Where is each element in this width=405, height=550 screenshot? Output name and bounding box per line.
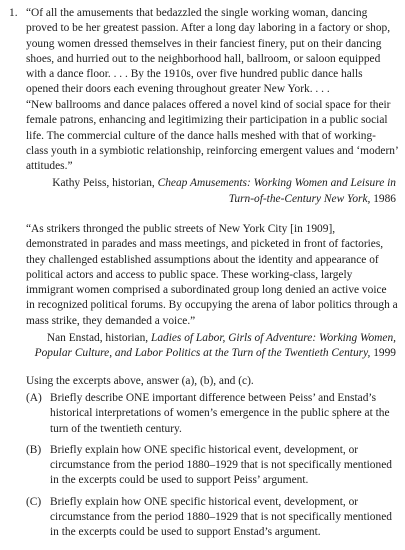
question-parts-list — [26, 391, 398, 547]
excerpt-2-paragraph-text: “As strikers thronged the public streets of New York City [in 1909], demonstrated in parades and mass meetings, and picketed in front of factories, they challenged established assumptions about the identity and appearance of political actors and access to public space. These working-class, largely immigrant women comprised a subordinated group long denied an active voice in recognized political forums. By occupying the arena of labor politics through a mass strike, they demanded a voice.” — [26, 223, 398, 327]
excerpt-1-year: 1986 — [373, 192, 396, 205]
excerpt-2 — [26, 222, 398, 362]
question-part-a-text: Briefly describe ONE important difference between Peiss’ and Enstad’s historical interpretations of women’s emergence in the public sphere at the turn of the twentieth century. — [50, 392, 390, 435]
excerpt-1-author: Kathy Peiss, historian, — [52, 177, 155, 190]
question-part-c-letter: (C) — [26, 495, 42, 508]
question-part-b — [26, 443, 398, 489]
excerpt-1-paragraph-1-text: “Of all the amusements that bedazzled the single working woman, dancing proved to be her greatest passion. After a long day laboring in a factory or shop, young women dressed themselves in their fanciest finery, put on their dancing shoes, and hurried out to the neighborhood hall, ballroom, or saloon equipped with a dance floor. . . . By the 1910s, over five hundred public dance halls opened their doors each evening throughout greater New York. . . . — [26, 7, 391, 96]
question-prompt-text: Using the excerpts above, answer (a), (b), and (c). — [26, 375, 254, 387]
question-part-c-text: Briefly explain how ONE specific historical event, development, or circumstance from the period 1880–1929 that is not specifically mentioned in the excerpts could be used to support Enstad’s argument. — [50, 495, 392, 539]
question-part-c — [26, 495, 398, 541]
excerpt-2-author: Nan Enstad, historian, — [46, 332, 149, 345]
excerpt-1-paragraph-2 — [26, 98, 398, 207]
excerpt-1-paragraph-1 — [26, 6, 398, 98]
question-part-b-letter: (B) — [26, 443, 42, 456]
excerpt-1-work-title: Cheap Amusements: Working Women and Leisure in Turn-of-the-Century New York, — [157, 177, 396, 205]
question-part-b-text: Briefly explain how ONE specific historical event, development, or circumstance from the period 1880–1929 that is not specifically mentioned in the excerpts could be used to support Peiss’ argument. — [50, 443, 392, 487]
question-prompt — [26, 374, 398, 389]
excerpt-2-attribution — [26, 331, 398, 362]
excerpt-1-paragraph-2-text: “New ballrooms and dance palaces offered a novel kind of social space for their female patrons, enhancing and legitimizing their participation in a public social life. The commercial culture of the dance halls meshed with that of working-class youth in a symbiotic relationship, reinforcing emergent values and ‘modern’ attitudes.” — [26, 99, 398, 173]
excerpt-2-work-title: Ladies of Labor, Girls of Adventure: Working Women, Popular Culture, and Labor Politics at the Turn of the Twentieth Century, — [34, 332, 396, 360]
excerpt-2-year: 1999 — [373, 347, 396, 360]
question-part-a-letter: (A) — [26, 392, 42, 404]
question-part-a — [26, 391, 398, 437]
question-number: 1. — [9, 7, 18, 19]
excerpt-1-attribution — [26, 176, 398, 207]
